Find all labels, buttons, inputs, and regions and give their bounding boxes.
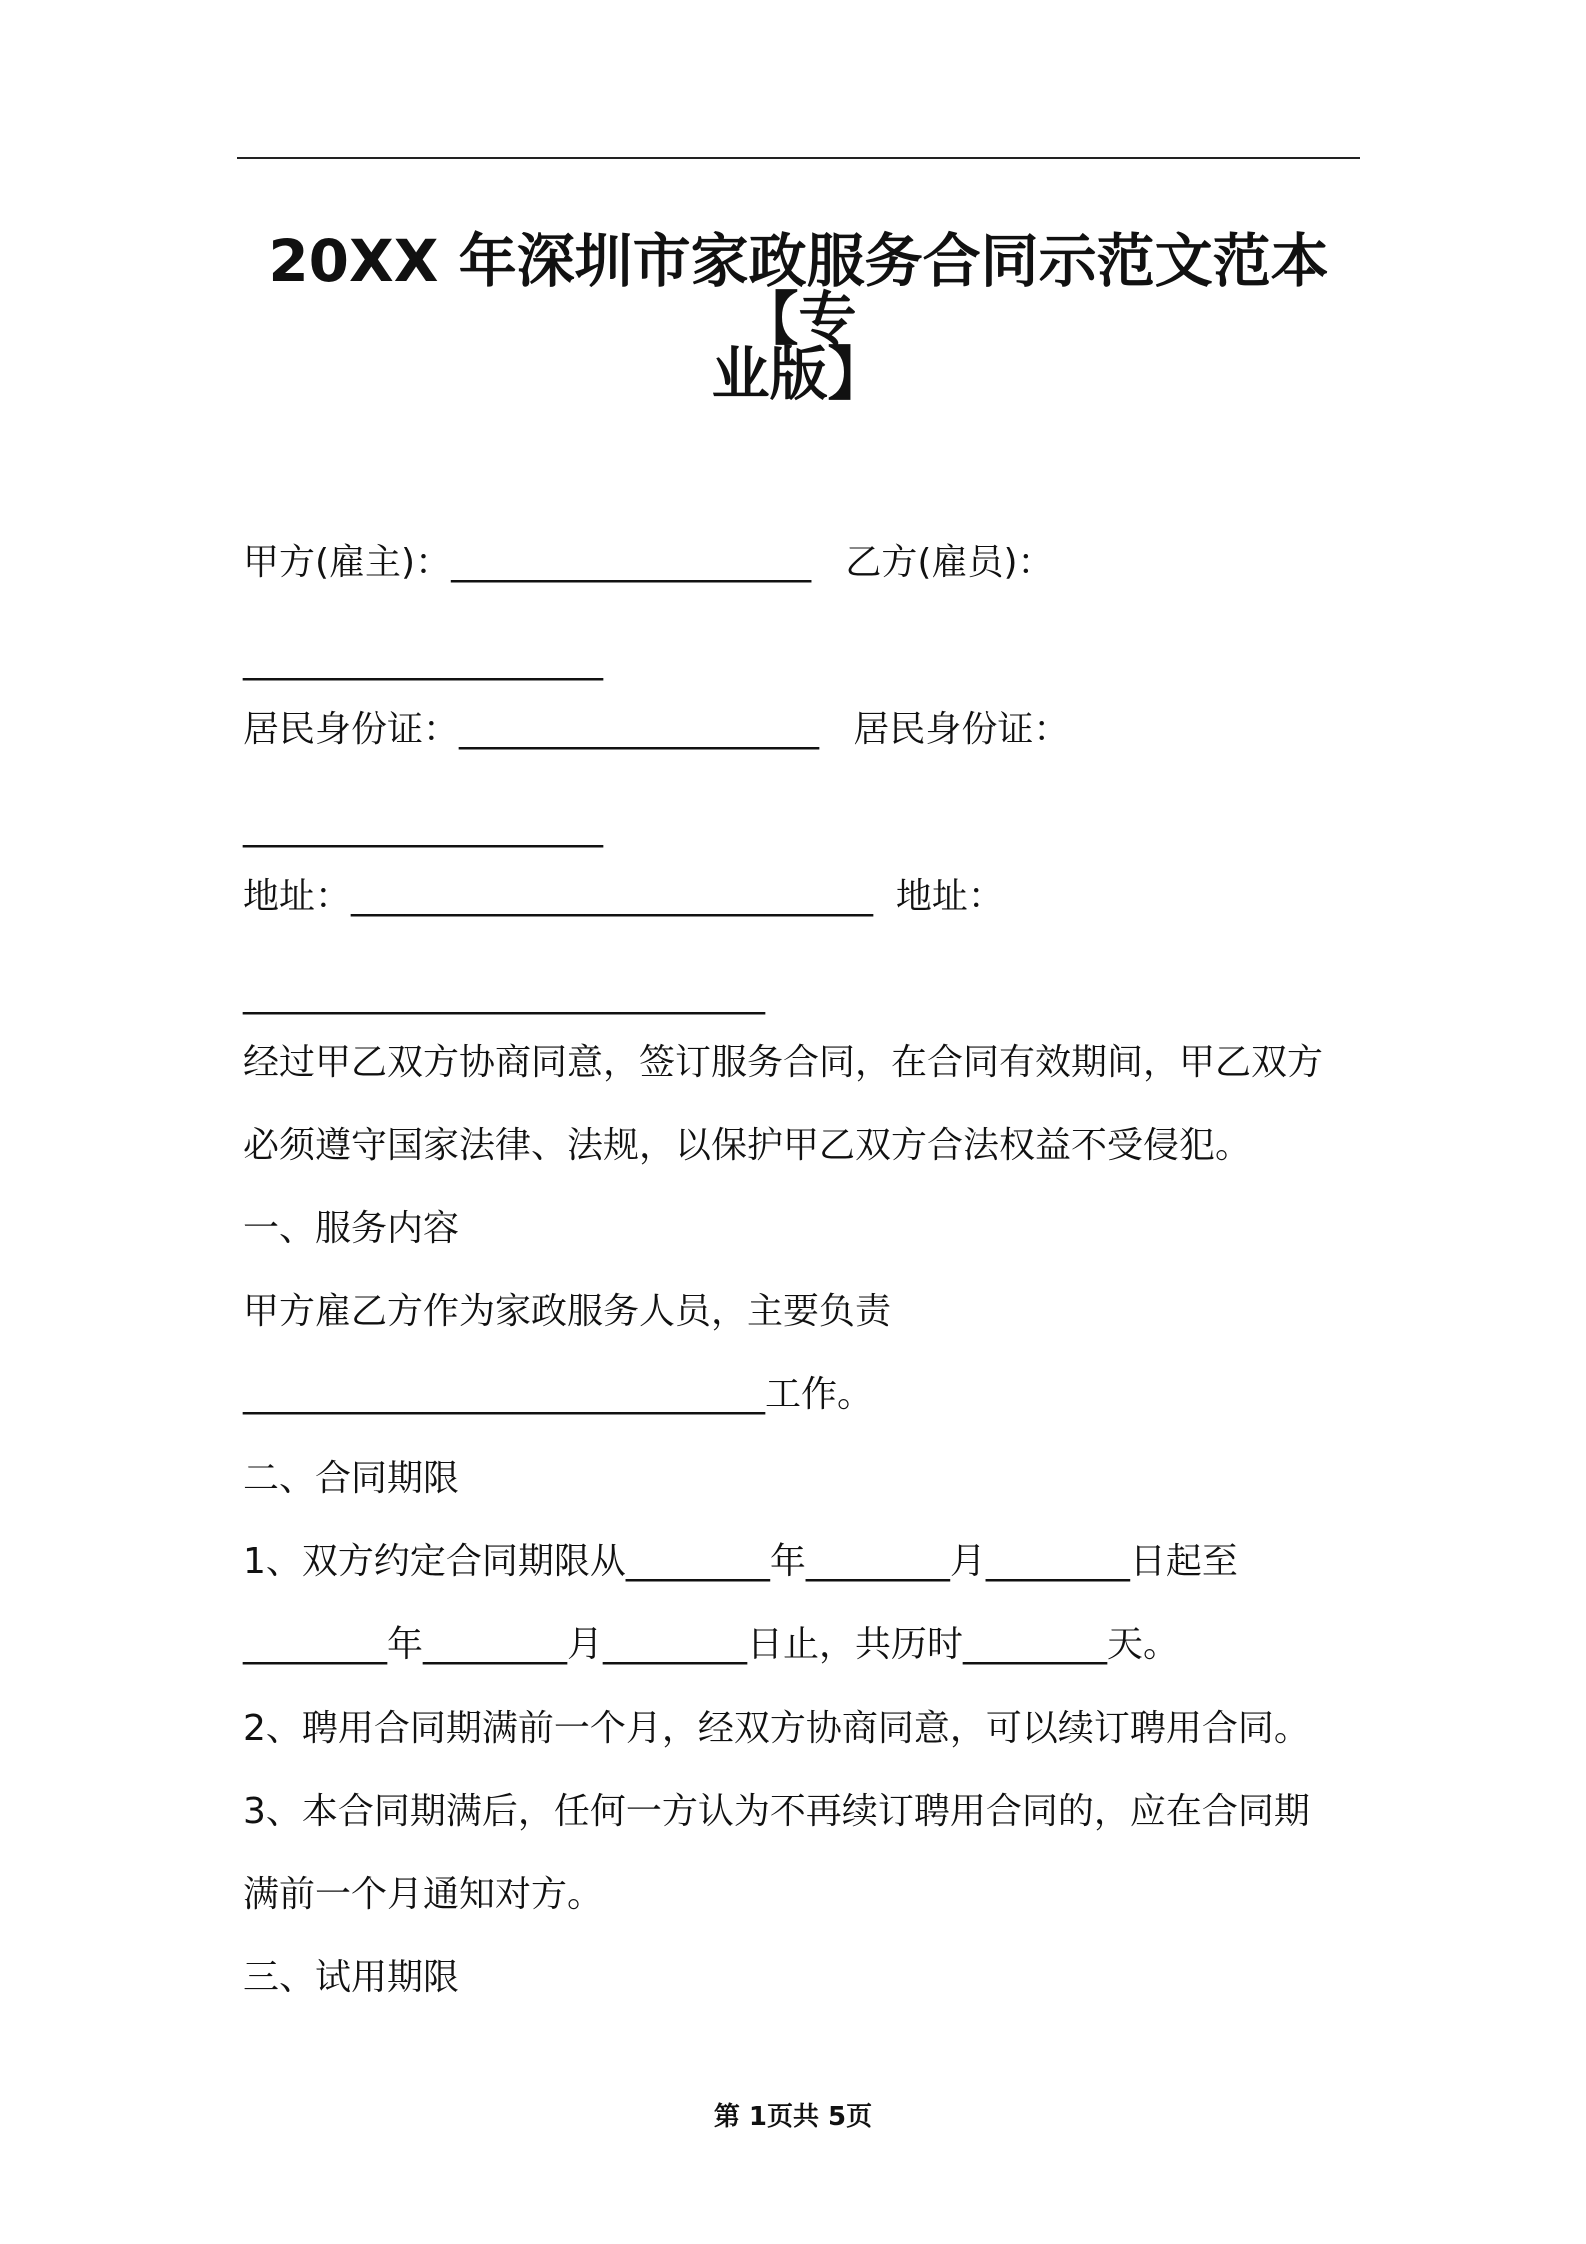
section-heading-service-content: 一、服务内容 [243, 1208, 460, 1249]
section-heading-contract-term: 二、合同期限 [243, 1458, 460, 1499]
address-fields: 地址：_____________________________ 地址： [243, 876, 1004, 917]
service-content-line-1: 甲方雇乙方作为家政服务人员，主要负责 [243, 1291, 892, 1332]
term-clause-3-line-1: 3、本合同期满后，任何一方认为不再续订聘用合同的，应在合同期 [243, 1791, 1310, 1832]
term-clause-1-line-1: 1、双方约定合同期限从________年________月________日起至 [243, 1541, 1238, 1582]
term-clause-3-line-2: 满前一个月通知对方。 [243, 1874, 604, 1915]
document-title-line-1: 20XX 年深圳市家政服务合同示范文范本【专 [268, 227, 1329, 353]
page-number-footer: 第 1页共 5页 [713, 2102, 873, 2132]
term-clause-2: 2、聘用合同期满前一个月，经双方协商同意，可以续订聘用合同。 [243, 1708, 1310, 1749]
intro-paragraph-line-1: 经过甲乙双方协商同意，签订服务合同，在合同有效期间，甲乙双方 [243, 1042, 1324, 1083]
header-rule [237, 157, 1360, 159]
document-title-line-2: 业版】 [711, 340, 886, 408]
party-b-name-blank: ____________________ [243, 640, 603, 681]
section-heading-probation: 三、试用期限 [243, 1957, 460, 1998]
party-b-id-blank: ____________________ [243, 807, 603, 848]
term-clause-1-line-2: ________年________月________日止，共历时________天。 [243, 1624, 1180, 1665]
party-b-address-blank: _____________________________ [243, 974, 765, 1015]
id-card-fields: 居民身份证：____________________ 居民身份证： [243, 709, 1070, 750]
party-a-name-field: 甲方(雇主)：____________________ 乙方(雇员)： [243, 542, 1054, 583]
intro-paragraph-line-2: 必须遵守国家法律、法规，以保护甲乙双方合法权益不受侵犯。 [243, 1125, 1252, 1166]
service-content-line-2: _____________________________工作。 [243, 1374, 874, 1415]
